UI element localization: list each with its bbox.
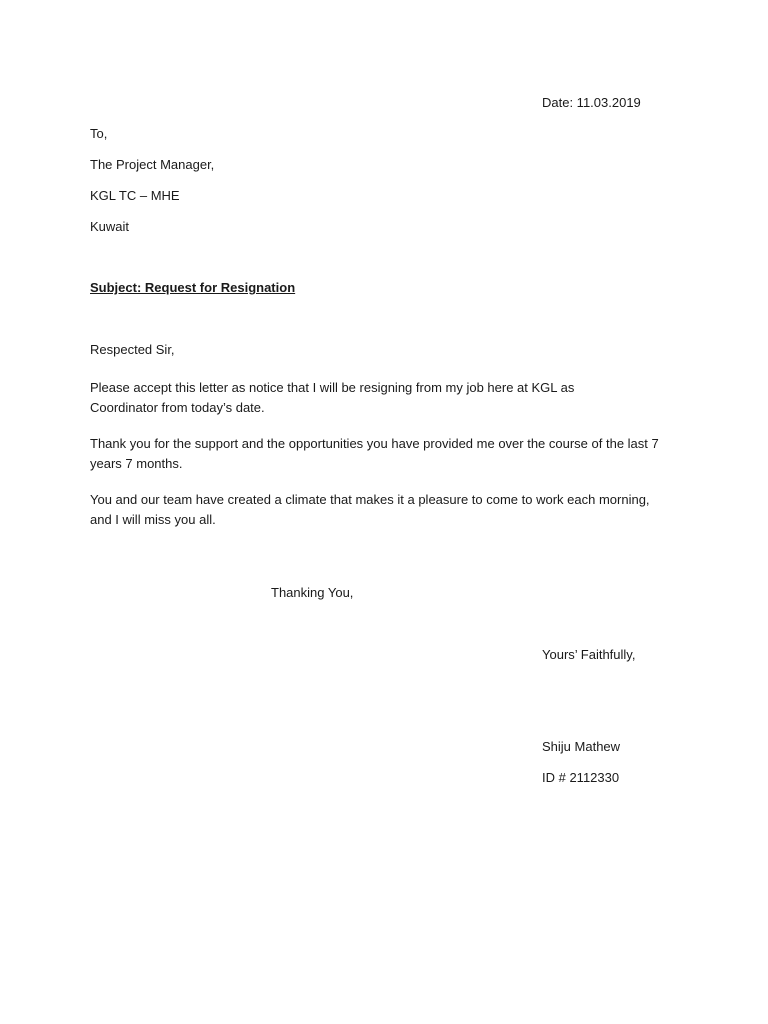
recipient-organization: KGL TC – MHE [90, 188, 180, 203]
thanking-line: Thanking You, [271, 585, 354, 600]
recipient-location: Kuwait [90, 219, 130, 234]
letter-subject: Subject: Request for Resignation [90, 280, 296, 295]
recipient-title: The Project Manager, [90, 157, 215, 172]
body-paragraph-1: Please accept this letter as notice that I will be resigning from my job here at KGL as Coordinator from today’s date. [90, 380, 575, 415]
body-paragraph-3: You and our team have created a climate that makes it a pleasure to come to work each morning, and I will miss you all. [90, 492, 650, 527]
letter-date: Date: 11.03.2019 [542, 95, 641, 110]
closing-line: Yours’ Faithfully, [542, 647, 636, 662]
address-to: To, [90, 126, 108, 141]
sender-id: ID # 2112330 [542, 770, 620, 785]
salutation: Respected Sir, [90, 342, 175, 357]
sender-name: Shiju Mathew [542, 739, 621, 754]
body-paragraph-2: Thank you for the support and the opportunities you have provided me over the course of the last 7 years 7 months. [90, 436, 659, 471]
